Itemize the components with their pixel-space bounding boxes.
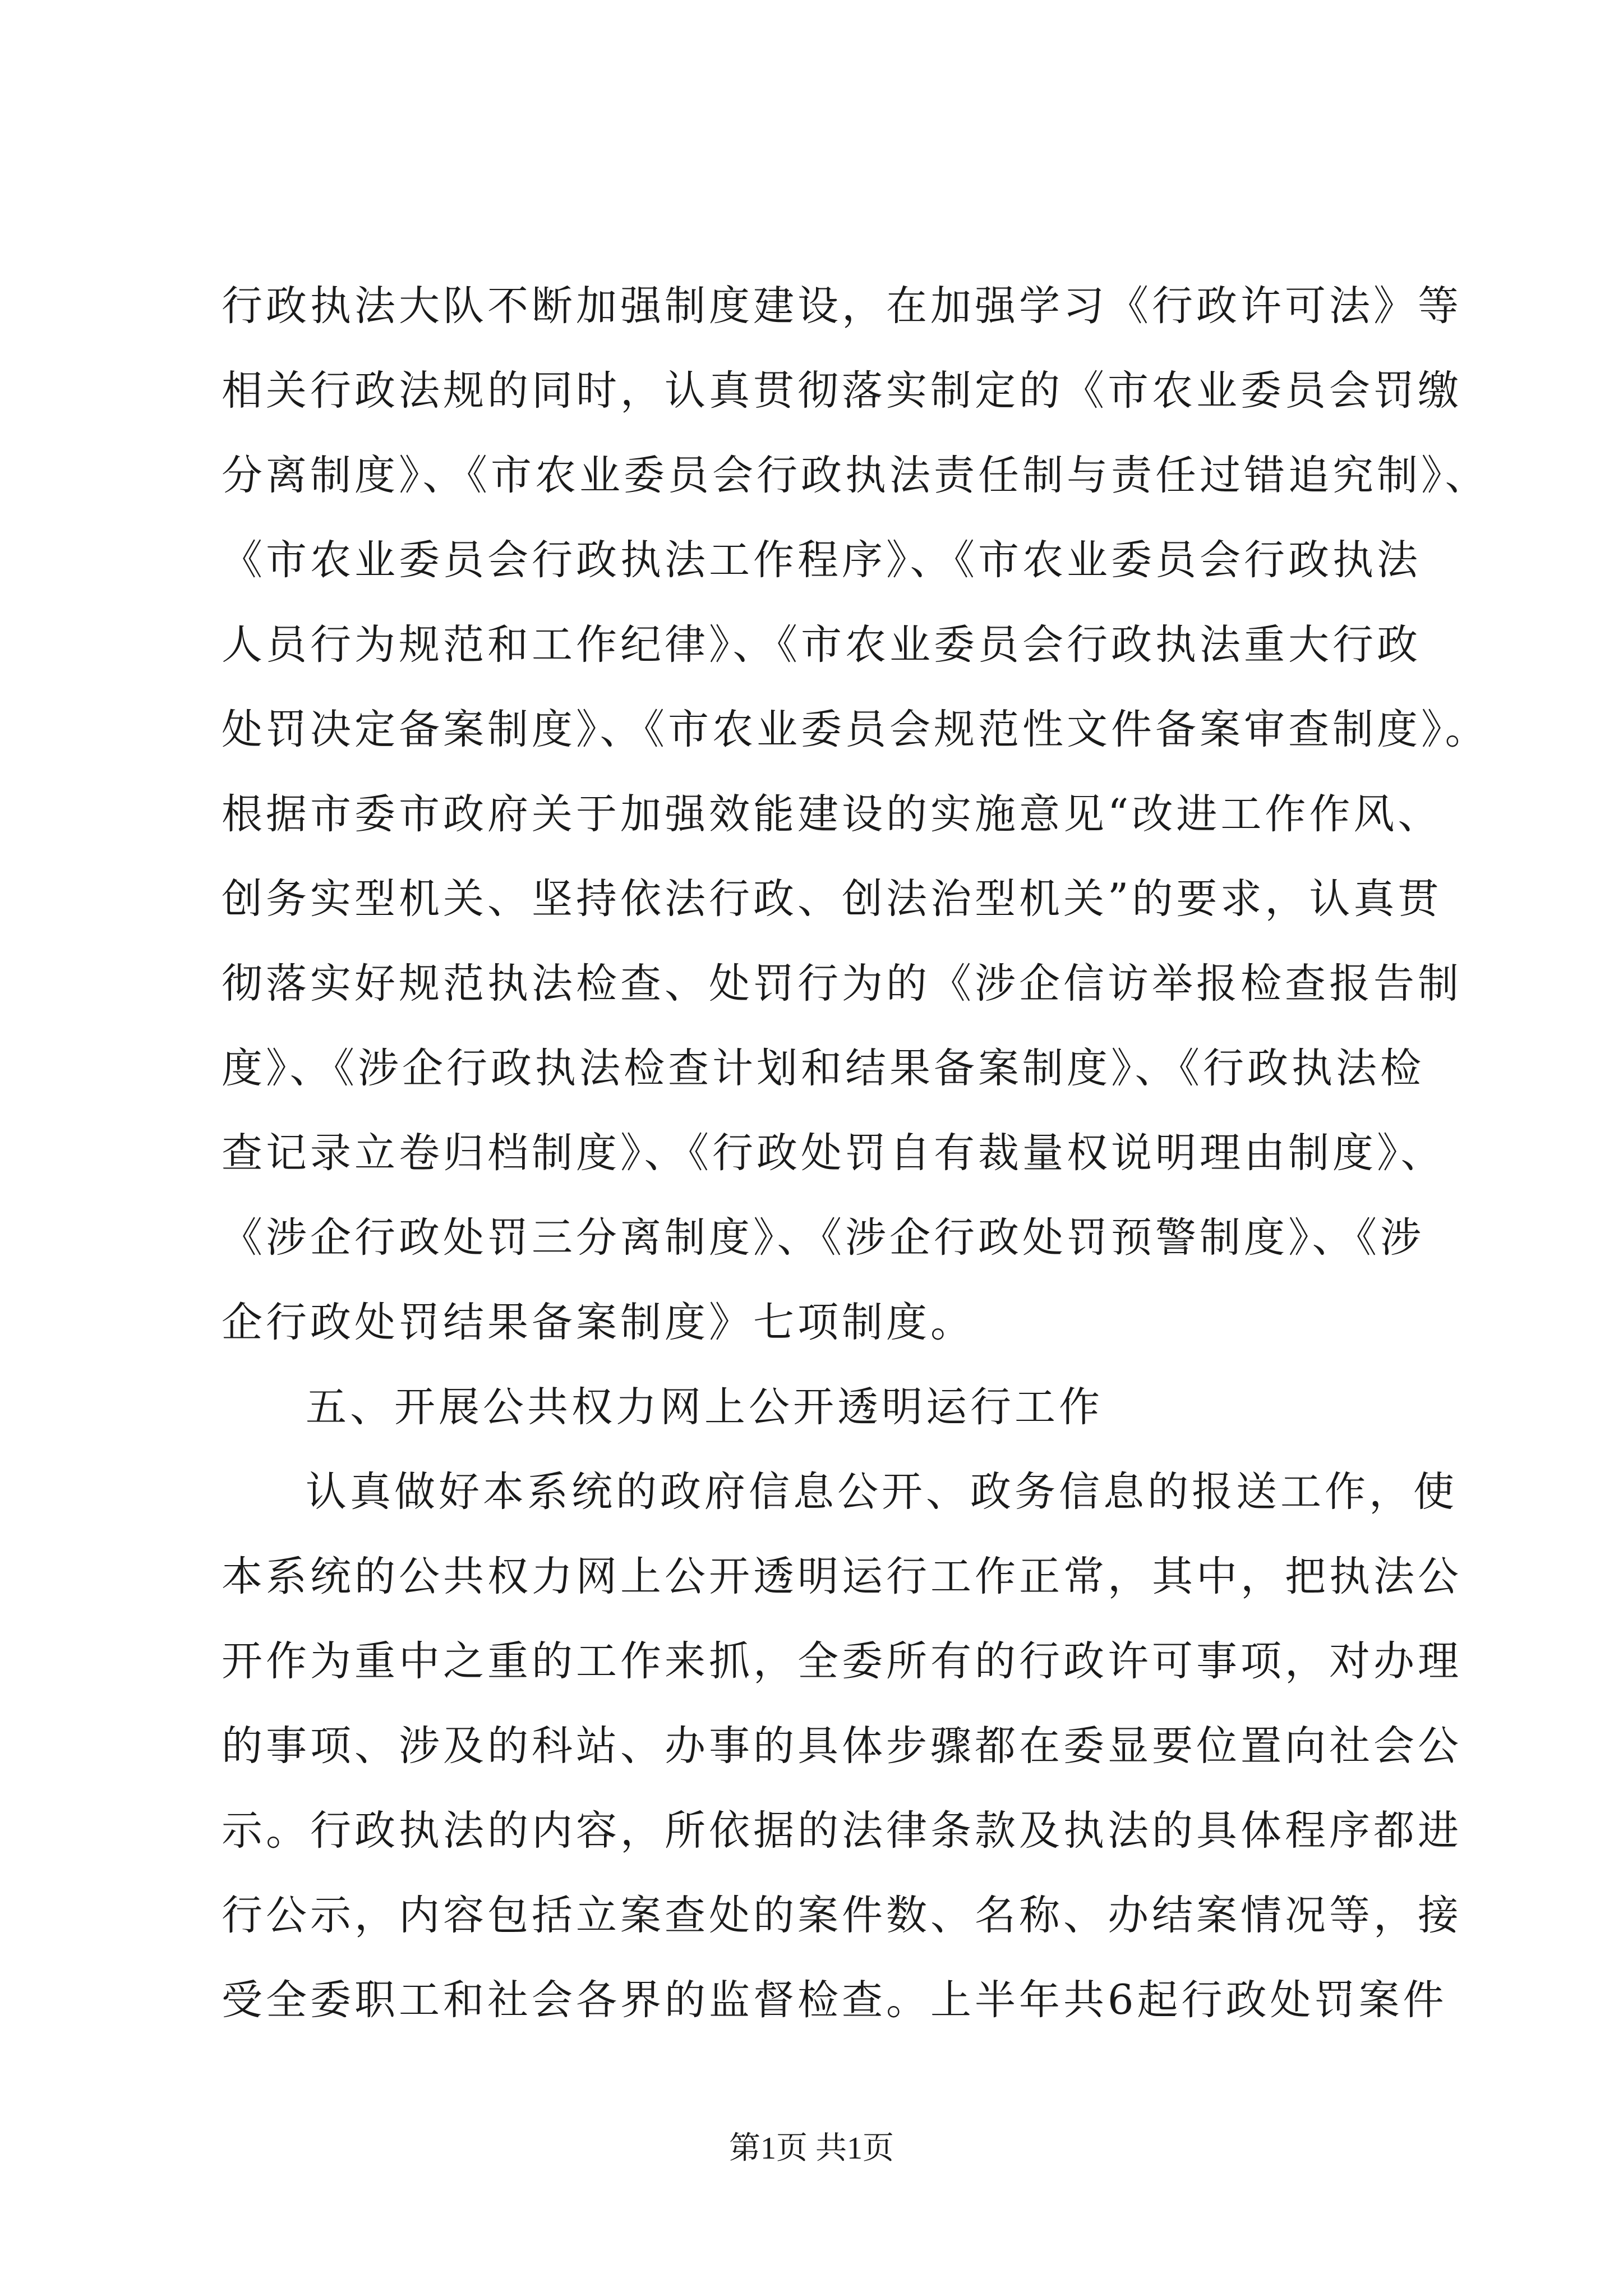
text-line: 行公示，内容包括立案查处的案件数、名称、办结案情况等，接 [222,1892,1462,1939]
text-line: 《涉企行政处罚三分离制度》、《涉企行政处罚预警制度》、《涉 [222,1214,1424,1262]
text-line: 五、开展公共权力网上公开透明运行工作 [306,1383,1103,1431]
text-line: 企行政处罚结果备案制度》七项制度。 [222,1299,975,1346]
text-line: 度》、《涉企行政执法检查计划和结果备案制度》、《行政执法检 [222,1045,1424,1092]
text-line: 创务实型机关、坚持依法行政、创法治型机关”的要求，认真贯 [222,875,1442,923]
text-line: 彻落实好规范执法检查、处罚行为的《涉企信访举报检查报告制 [222,960,1462,1007]
text-line: 处罚决定备案制度》、《市农业委员会规范性文件备案审查制度》。 [222,706,1490,753]
text-line: 分离制度》、《市农业委员会行政执法责任制与责任过错追究制》、 [222,452,1490,499]
text-line: 行政执法大队不断加强制度建设，在加强学习《行政许可法》等 [222,282,1462,330]
text-line: 认真做好本系统的政府信息公开、政务信息的报送工作，使 [306,1468,1458,1516]
text-line: 本系统的公共权力网上公开透明运行工作正常，其中，把执法公 [222,1553,1462,1600]
text-line: 开作为重中之重的工作来抓，全委所有的行政许可事项，对办理 [222,1637,1462,1685]
text-line: 受全委职工和社会各界的监督检查。上半年共6起行政处罚案件 [222,1976,1447,2024]
text-line: 《市农业委员会行政执法工作程序》、《市农业委员会行政执法 [222,536,1421,584]
document-body [222,264,1490,2042]
text-line: 人员行为规范和工作纪律》、《市农业委员会行政执法重大行政 [222,621,1421,669]
text-line: 示。行政执法的内容，所依据的法律条款及执法的具体程序都进 [222,1807,1462,1855]
text-line: 查记录立卷归档制度》、《行政处罚自有裁量权说明理由制度》、 [222,1129,1445,1177]
text-line: 相关行政法规的同时，认真贯彻落实制定的《市农业委员会罚缴 [222,367,1462,415]
text-line: 的事项、涉及的科站、办事的具体步骤都在委显要位置向社会公 [222,1722,1462,1770]
text-line: 根据市委市政府关于加强效能建设的实施意见“改进工作作风、 [222,790,1442,838]
page-footer: 第1页 共1页 [729,2131,894,2166]
